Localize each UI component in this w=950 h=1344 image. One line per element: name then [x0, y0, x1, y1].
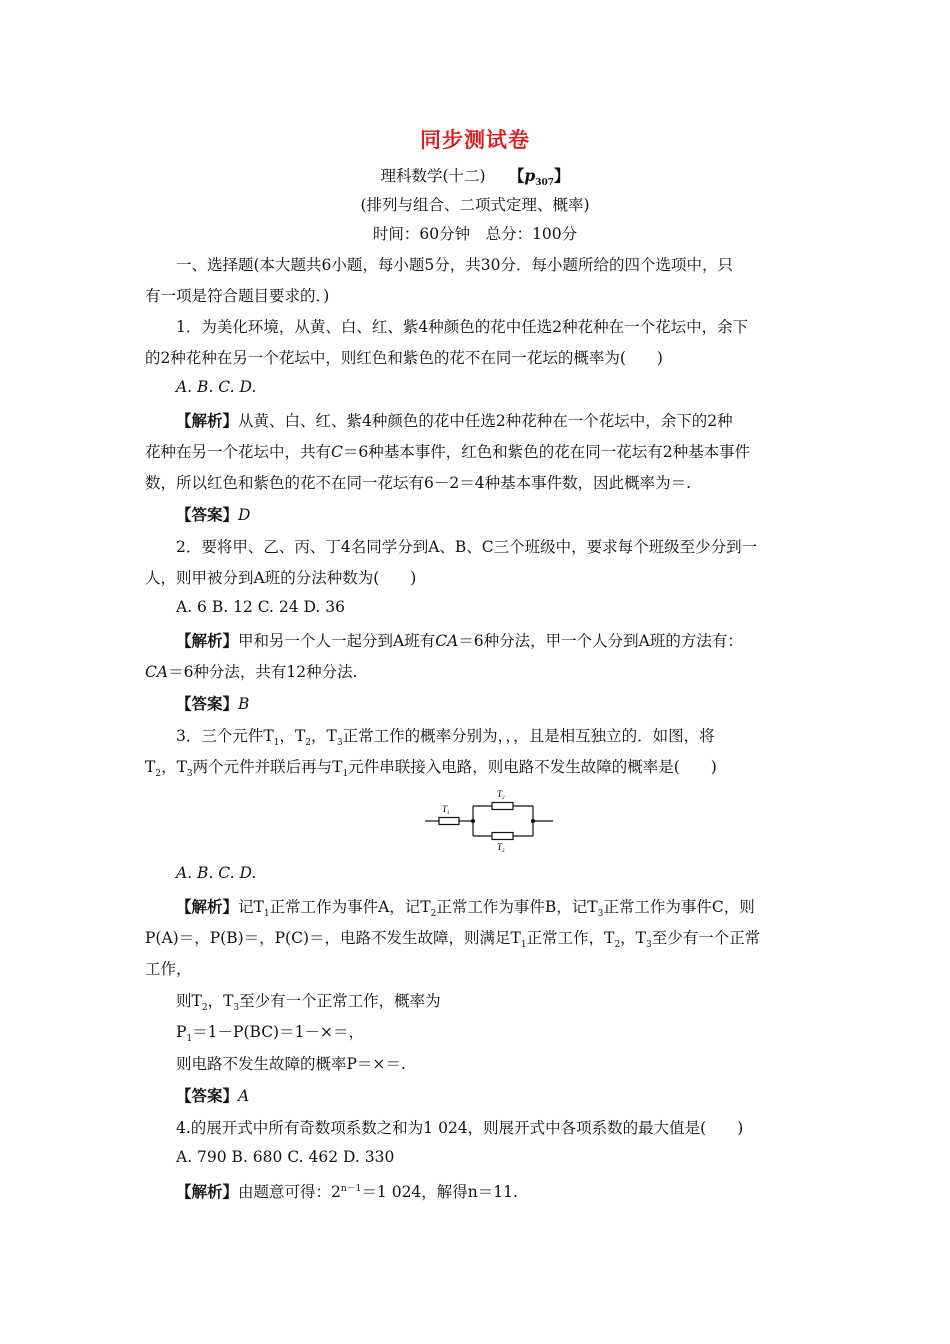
q3-analysis-3: 工作， — [145, 960, 192, 978]
q1-options: A. B. C. D. — [176, 378, 257, 396]
q3-analysis-2: P(A)＝，P(B)＝，P(C)＝，电路不发生故障，则满足$T_1$正常工作，$T_2$，$T_3$至少有一个正常 — [145, 929, 761, 951]
q3-answer: 【答案】A — [176, 1086, 250, 1105]
resistor-t1 — [439, 818, 459, 825]
q4-analysis: 【解析】由题意可得：$2^{n-1}=1$ 024，解得n＝11. — [176, 1182, 518, 1201]
subtitle: 理科数学(十二) — [380, 167, 486, 185]
time-score: 时间：60分钟 总分：100分 — [372, 225, 578, 243]
q1-answer: 【答案】D — [176, 505, 251, 524]
circuit-diagram — [425, 786, 560, 852]
q1-analysis-3: 数，所以红色和紫色的花不在同一花坛有6－2＝4种基本事件数，因此概率为＝. — [145, 474, 692, 492]
q2-analysis: 【解析】甲和另一个人一起分到A班有CA＝6种分法，甲一个人分到A班的方法有： — [176, 631, 743, 650]
topics: (排列与组合、二项式定理、概率) — [360, 196, 590, 214]
q3-analysis: 【解析】记$T_1$正常工作为事件A，记$T_2$正常工作为事件B，记$T_3$正常工作为事件C，则 — [176, 897, 755, 920]
q3-analysis-4: 则$T_2$，$T_3$至少有一个正常工作，概率为 — [176, 992, 441, 1014]
q4-options: A. 790 B. 680 C. 462 D. 330 — [176, 1148, 395, 1166]
q2-analysis-2: CA＝6种分法，共有12种分法. — [145, 663, 358, 681]
q2-options: A. 6 B. 12 C. 24 D. 36 — [176, 598, 345, 616]
q3-analysis-6: 则电路不发生故障的概率P＝×＝. — [176, 1055, 406, 1073]
resistor-t3 — [492, 833, 513, 840]
q1-analysis: 【解析】从黄、白、红、紫4种颜色的花中任选2种花种在一个花坛中，余下的2种 — [176, 411, 733, 430]
label-t2: $T_2$ — [497, 789, 505, 801]
q3-analysis-5: $P_1=1-P(BC)=1-\times=$， — [176, 1023, 364, 1045]
page-ref: p — [524, 166, 536, 185]
q2-answer: 【答案】B — [176, 694, 250, 713]
label-t1: $T_1$ — [442, 804, 450, 816]
label-t3: $T_3$ — [497, 842, 505, 852]
q3-stem: 3．三个元件$T_1$，$T_2$，$T_3$正常工作的概率分别为，，，且是相互独立的．如图，将 — [176, 727, 715, 749]
q1-stem-cont: 的2种花种在另一个花坛中，则红色和紫色的花不在同一花坛的概率为( ) — [145, 349, 663, 367]
q3-options: A. B. C. D. — [176, 864, 257, 882]
q2-stem: 2．要将甲、乙、丙、丁4名同学分到A、B、C三个班级中，要求每个班级至少分到一 — [176, 538, 758, 556]
page-title: 同步测试卷 — [420, 127, 530, 152]
section-heading-cont: 有一项是符合题目要求的．) — [145, 287, 330, 305]
q3-stem-cont: $T_2$，$T_3$两个元件并联后再与$T_1$元件串联接入电路，则电路不发生故障的概率是( ) — [145, 758, 717, 780]
q1-analysis-2: 花种在另一个花坛中，共有C＝6种基本事件，红色和紫色的花在同一花坛有2种基本事件 — [145, 443, 751, 461]
q2-stem-cont: 人，则甲被分到A班的分法种数为( ) — [145, 569, 417, 587]
resistor-t2 — [492, 803, 513, 810]
q4-stem: 4.的展开式中所有奇数项系数之和为1 024，则展开式中各项系数的最大值是( ) — [176, 1119, 744, 1137]
q1-stem: 1．为美化环境，从黄、白、红、紫4种颜色的花中任选2种花种在一个花坛中，余下 — [176, 318, 749, 336]
page-ref-number: 307 — [535, 178, 554, 189]
section-heading: 一、选择题(本大题共6小题，每小题5分，共30分．每小题所给的四个选项中，只 — [176, 256, 733, 274]
subtitle-line: 理科数学(十二) 【$p_{307}$】 — [380, 166, 570, 189]
